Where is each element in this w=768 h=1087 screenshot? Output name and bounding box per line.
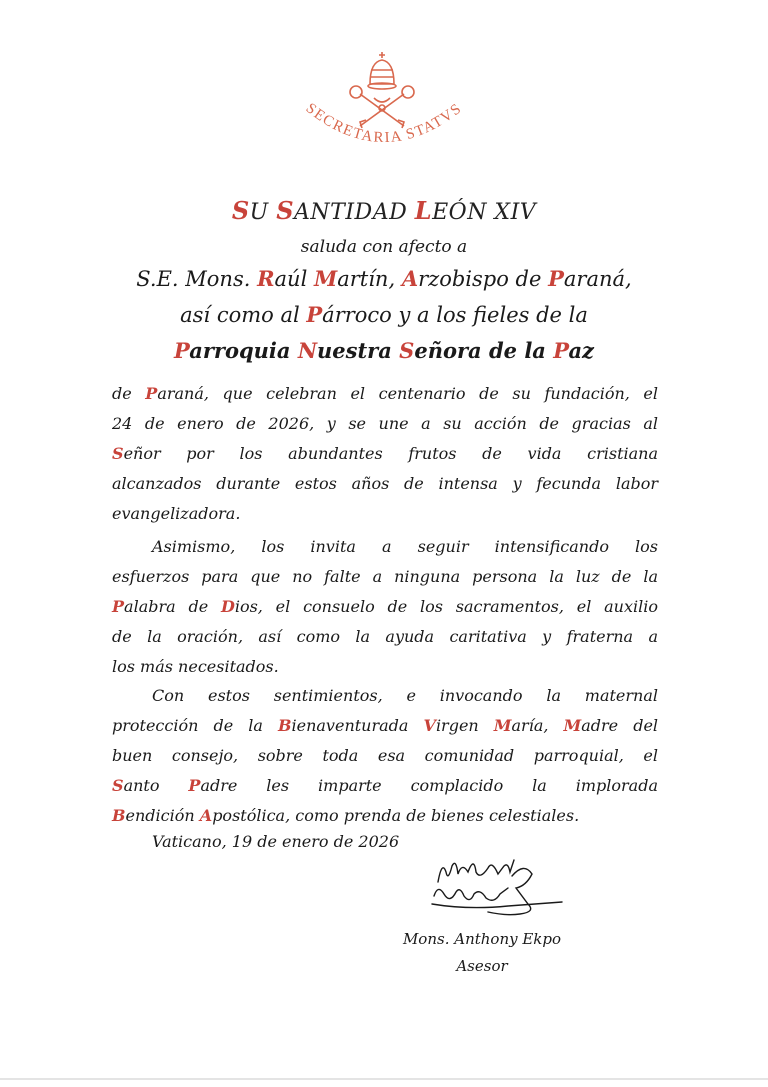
- paragraph-line: de Paraná, que celebran el centenario de su fundación, el: [112, 384, 659, 403]
- pope-name-line: SU SANTIDAD LEÓN XIV: [231, 196, 537, 225]
- paragraph-invitation: [112, 532, 658, 682]
- signer-title: Asesor: [456, 957, 508, 975]
- greeting-line: saluda con afecto a: [300, 237, 468, 257]
- paragraph-line: Señor por los abundantes frutos de vida cristiana: [112, 444, 658, 463]
- paragraph-line: los más necesitados.: [112, 657, 279, 676]
- paragraph-line: de la oración, así como la ayuda caritativa y fraterna a: [112, 627, 658, 646]
- paragraph-line: 24 de enero de 2026, y se une a su acción de gracias al: [112, 414, 658, 433]
- signer-name: Mons. Anthony Ekpo: [402, 930, 562, 948]
- paragraph-line: Palabra de Dios, el consuelo de los sacramentos, el auxilio: [112, 597, 658, 616]
- paragraph-centenary: [112, 379, 658, 529]
- paragraph-line: buen consejo, sobre toda esa comunidad parroquial, el: [112, 746, 658, 765]
- parish-name-line: Parroquia Nuestra Señora de la Paz: [174, 338, 594, 363]
- dateline: Vaticano, 19 de enero de 2026: [152, 832, 400, 851]
- paragraph-line: evangelizadora.: [112, 504, 241, 523]
- paragraph-line: Con estos sentimientos, e invocando la maternal: [152, 686, 658, 705]
- secretaria-label: SECRETARIA STATVS: [302, 100, 466, 147]
- page-bottom-edge: [0, 1078, 768, 1080]
- paragraph-line: Bendición Apostólica, como prenda de bienes celestiales.: [112, 806, 580, 825]
- paragraph-line: alcanzados durante estos años de intensa y fecunda labor: [112, 474, 658, 493]
- handwritten-signature: [428, 852, 568, 932]
- paragraph-blessing: [112, 681, 658, 831]
- paragraph-line: Santo Padre les imparte complacido la implorada: [112, 776, 659, 795]
- secretaria-statvs-arc: [298, 98, 470, 168]
- paragraph-line: Asimismo, los invita a seguir intensificando los: [152, 537, 658, 556]
- parish-priest-line: así como al Párroco y a los fieles de la: [180, 302, 588, 327]
- archbishop-line: S.E. Mons. Raúl Martín, Arzobispo de Paraná,: [136, 266, 632, 291]
- paragraph-line: protección de la Bienaventurada Virgen María, Madre del: [112, 716, 659, 735]
- paragraph-line: esfuerzos para que no falte a ninguna persona la luz de la: [112, 567, 658, 586]
- svg-text:SECRETARIA STATVS: [303, 100, 466, 146]
